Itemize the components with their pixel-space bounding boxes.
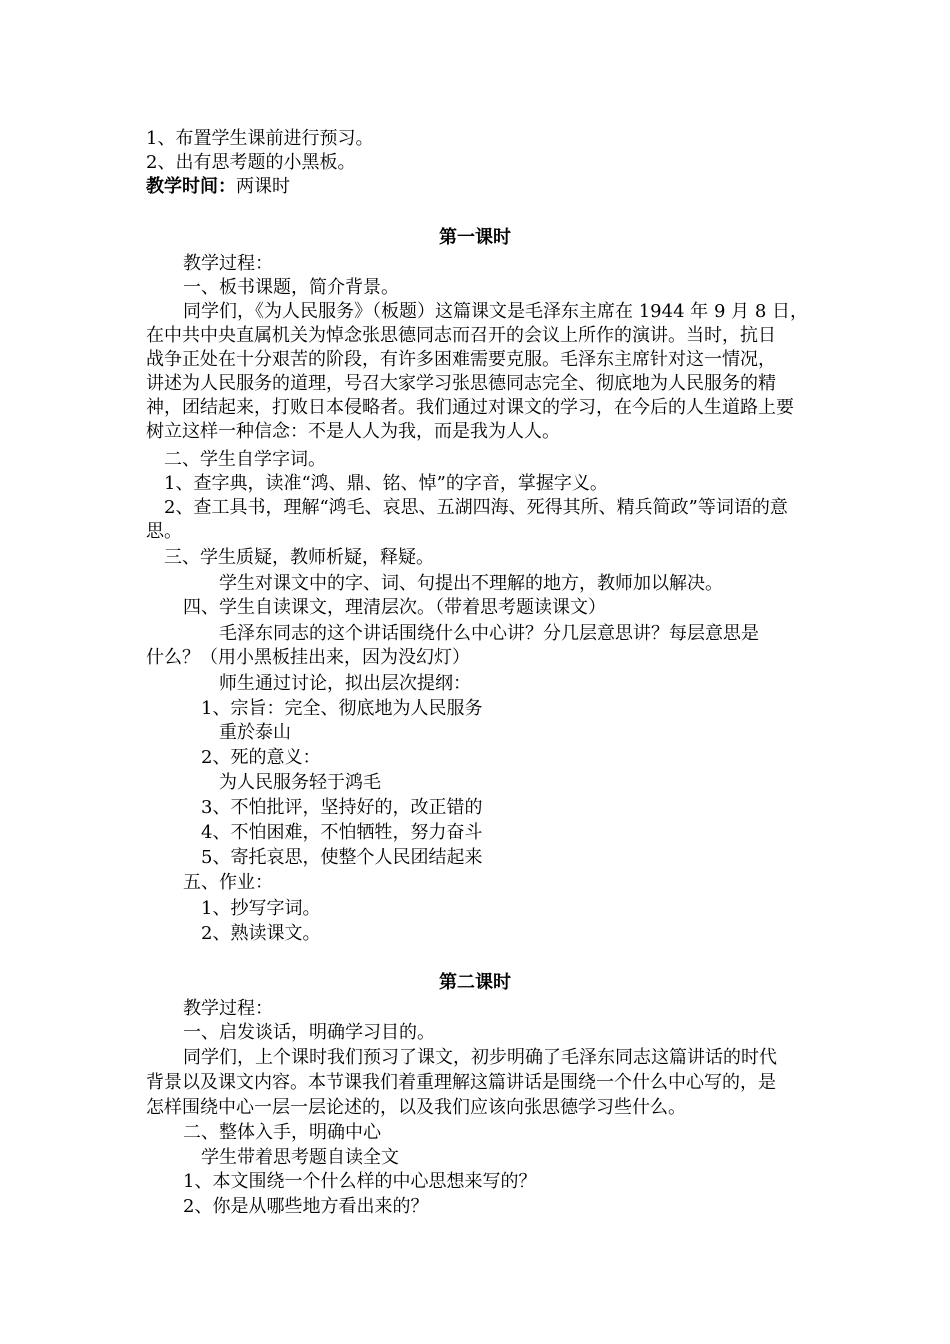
lesson-1-intro-line: 同学们，《为人民服务》（板题）这篇课文是毛泽东主席在 1944 年 9 月 8 日， <box>183 301 809 322</box>
lesson-1-intro-line: 树立这样一种信念：不是人人为我，而是我为人人。 <box>146 421 560 442</box>
lesson-2-intro-line: 怎样围绕中心一层一层论述的，以及我们应该向张思德学习些什么。 <box>146 1097 686 1118</box>
lesson-1-step-2-item-2-cont: 思。 <box>146 521 182 542</box>
teaching-time-value: 两课时 <box>236 176 290 197</box>
lesson-1-step-4-intro: 师生通过讨论，拟出层次提纲： <box>219 673 471 694</box>
lesson-2-step-2-intro: 学生带着思考题自读全文 <box>201 1147 399 1168</box>
outline-item-1: 1、宗旨：完全、彻底地为人民服务 <box>201 698 483 719</box>
lesson-1-intro-line: 在中共中央直属机关为悼念张思德同志而召开的会议上所作的演讲。当时，抗日 <box>146 325 776 346</box>
lesson-1-step-5: 五、作业： <box>183 872 273 893</box>
lesson-2-step-1: 一、启发谈话，明确学习目的。 <box>183 1022 435 1043</box>
lesson-1-intro-line: 神，团结起来，打败日本侵略者。我们通过对课文的学习，在今后的人生道路上要 <box>146 397 794 418</box>
outline-item-2: 2、死的意义： <box>201 747 321 768</box>
lesson-2-intro-line: 同学们，上个课时我们预习了课文，初步明确了毛泽东同志这篇讲话的时代 <box>183 1047 777 1068</box>
outline-item-2-note: 为人民服务轻于鸿毛 <box>219 772 381 793</box>
lesson-2-question-2: 2、你是从哪些地方看出来的？ <box>183 1196 429 1217</box>
lesson-2-process-label: 教学过程： <box>183 998 273 1019</box>
lesson-2-question-1: 1、本文围绕一个什么样的中心思想来写的？ <box>183 1171 537 1192</box>
lesson-1-step-3-detail: 学生对课文中的字、词、句提出不理解的地方，教师加以解决。 <box>219 573 723 594</box>
lesson-1-step-3: 三、学生质疑，教师析疑，释疑。 <box>164 547 434 568</box>
teaching-time-label: 教学时间： <box>146 176 236 197</box>
lesson-2-intro-line: 背景以及课文内容。本节课我们着重理解这篇讲话是围绕一个什么中心写的，是 <box>146 1072 776 1093</box>
lesson-1-step-2-item-2: 2、查工具书，理解“鸿毛、哀思、五湖四海、死得其所、精兵简政”等词语的意 <box>164 497 788 518</box>
homework-item-2: 2、熟读课文。 <box>201 923 321 944</box>
outline-item-4: 4、不怕困难，不怕牺牲，努力奋斗 <box>201 822 483 843</box>
lesson-1-process-label: 教学过程： <box>183 253 273 274</box>
lesson-1-step-4-question: 毛泽东同志的这个讲话围绕什么中心讲？分几层意思讲？每层意思是 <box>219 623 759 644</box>
prep-item-1: 1、布置学生课前进行预习。 <box>146 128 374 149</box>
lesson-1-intro-line: 讲述为人民服务的道理，号召大家学习张思德同志完全、彻底地为人民服务的精 <box>146 373 776 394</box>
homework-item-1: 1、抄写字词。 <box>201 898 321 919</box>
teaching-time <box>146 175 290 199</box>
lesson-1-step-4-question-cont: 什么？（用小黑板挂出来，因为没幻灯） <box>146 647 470 668</box>
lesson-1-heading: 第一课时 <box>439 227 511 248</box>
lesson-1-step-2-item-1: 1、查字典，读准“鸿、鼎、铭、悼”的字音，掌握字义。 <box>164 473 608 494</box>
lesson-2-heading: 第二课时 <box>439 972 511 993</box>
lesson-1-step-2: 二、学生自学字词。 <box>164 449 326 470</box>
lesson-2-step-2: 二、整体入手，明确中心 <box>183 1122 381 1143</box>
outline-item-3: 3、不怕批评，坚持好的，改正错的 <box>201 797 483 818</box>
outline-item-1-note: 重於泰山 <box>219 722 291 743</box>
prep-item-2: 2、出有思考题的小黑板。 <box>146 152 356 173</box>
lesson-1-step-4: 四、学生自读课文，理清层次。（带着思考题读课文） <box>183 597 606 618</box>
lesson-1-intro-line: 战争正处在十分艰苦的阶段，有许多困难需要克服。毛泽东主席针对这一情况， <box>146 349 776 370</box>
lesson-1-step-1: 一、板书课题，简介背景。 <box>183 277 399 298</box>
outline-item-5: 5、寄托哀思，使整个人民团结起来 <box>201 847 483 868</box>
